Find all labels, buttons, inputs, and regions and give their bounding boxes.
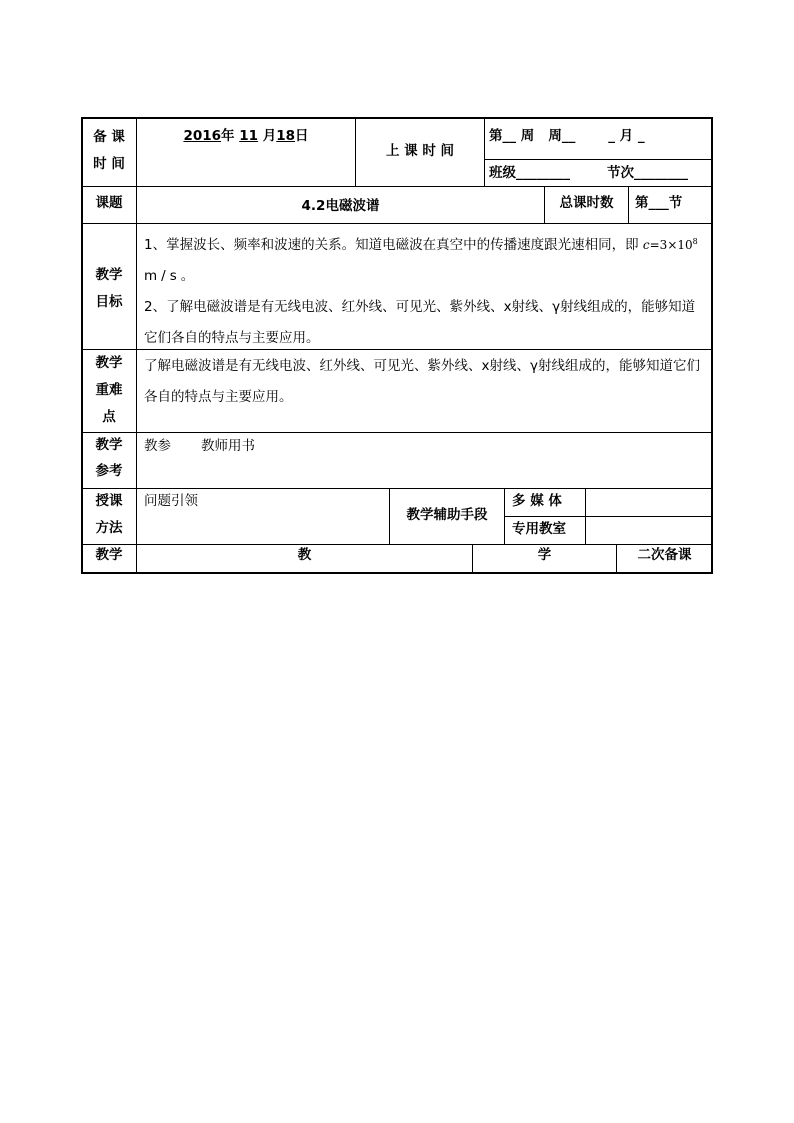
classroom-label-cell <box>504 516 586 545</box>
key-points-label-3: 点 <box>102 409 116 425</box>
multimedia-label-cell <box>504 488 586 517</box>
date-month: 11 <box>239 128 259 144</box>
process-col-xue: 学 <box>537 547 552 563</box>
process-label: 教学 <box>95 547 123 563</box>
prep-time-label-line-1: 备 课 <box>93 129 125 145</box>
prep-time-label-cell <box>81 117 137 187</box>
references-text-1: 教参 <box>144 438 171 454</box>
date-year: 2016 <box>183 128 222 144</box>
week-yue: 月 <box>619 128 634 144</box>
class-label: 班级________ <box>489 165 570 181</box>
prep-time-label-line-2: 时 间 <box>93 156 125 172</box>
objectives-label-1: 教学 <box>95 267 123 283</box>
methods-label-cell <box>81 488 137 545</box>
prep-date-cell <box>136 117 356 187</box>
process-col-jiao-cell <box>136 544 473 574</box>
objectives-text <box>144 226 706 354</box>
total-hours-label: 总课时数 <box>559 195 614 211</box>
methods-label-1: 授课 <box>95 493 123 509</box>
key-points-label-2: 重难 <box>95 382 123 398</box>
multimedia-label: 多 媒 体 <box>512 493 562 509</box>
classroom-value-cell <box>585 516 713 545</box>
prep-date <box>137 127 355 145</box>
week-blank-3: _ <box>608 128 615 144</box>
teaching-aids-label: 教学辅助手段 <box>406 507 488 523</box>
period-blank: ________ <box>634 165 688 181</box>
references-label-1: 教学 <box>95 437 123 453</box>
date-day-unit: 日 <box>295 128 309 144</box>
classroom-label: 专用教室 <box>512 521 566 537</box>
references-label-2: 参考 <box>95 463 123 479</box>
process-col-xue-cell <box>472 544 617 574</box>
methods-label-2: 方法 <box>95 520 123 536</box>
process-col-second-prep: 二次备课 <box>637 547 692 563</box>
week-blank-1: __ <box>502 128 516 144</box>
key-points-label-cell <box>81 349 137 433</box>
week-line <box>489 127 645 145</box>
class-period-cell <box>484 159 713 187</box>
process-label-cell <box>81 544 137 574</box>
week-cell <box>484 117 713 160</box>
section-line: 第___节 <box>635 195 683 211</box>
objectives-text-cell <box>136 223 713 350</box>
methods-value: 问题引领 <box>144 493 198 509</box>
topic-label: 课题 <box>95 195 123 211</box>
week-blank-4: _ <box>637 128 645 144</box>
period-label: 节次________ <box>607 165 688 181</box>
teaching-aids-label-cell <box>389 488 505 545</box>
week-blank-2: __ <box>561 128 576 144</box>
topic-label-cell <box>81 186 137 224</box>
topic-value-cell <box>136 186 545 224</box>
section-cell <box>628 186 713 224</box>
key-points-text-cell <box>136 349 713 433</box>
topic-value: 4.2电磁波谱 <box>301 198 380 214</box>
references-text-2: 教师用书 <box>201 438 255 454</box>
methods-value-cell <box>136 488 390 545</box>
multimedia-value-cell <box>585 488 713 517</box>
objectives-label-2: 目标 <box>95 294 123 310</box>
class-blank: ________ <box>516 165 570 181</box>
objectives-label-cell <box>81 223 137 350</box>
class-time-label: 上 课 时 间 <box>385 143 455 159</box>
formula-exponent: 8 <box>692 237 698 246</box>
week-zhou: 周 <box>520 128 535 144</box>
date-month-unit: 月 <box>262 128 277 144</box>
process-col-jiao: 教 <box>297 547 312 563</box>
date-day: 18 <box>276 128 296 144</box>
key-points-text: 了解电磁波谱是有无线电波、红外线、可见光、紫外线、x射线、γ射线组成的，能够知道它们各自的特点与主要应用。 <box>144 358 700 405</box>
objective-unit: m/s。 <box>144 268 199 284</box>
process-col-second-prep-cell <box>616 544 713 574</box>
date-year-unit: 年 <box>221 128 235 144</box>
week-di: 第 <box>489 128 503 144</box>
section-blank: ___ <box>648 195 669 211</box>
references-label-cell <box>81 432 137 489</box>
formula-c: c <box>642 238 650 252</box>
objective-line-1: 1、掌握波长、频率和波速的关系。知道电磁波在真空中的传播速度跟光速相同，即 <box>144 237 639 253</box>
key-points-label-1: 教学 <box>95 355 123 371</box>
references-text-cell <box>136 432 713 489</box>
total-hours-label-cell <box>544 186 629 224</box>
week-zhou-2: 周 <box>548 128 562 144</box>
objective-line-2: 2、了解电磁波谱是有无线电波、红外线、可见光、紫外线、x射线、γ射线组成的，能够知道它们各自的特点与主要应用。 <box>144 299 696 346</box>
formula-eq: =3×10 <box>649 238 693 252</box>
class-time-label-cell <box>355 117 485 187</box>
